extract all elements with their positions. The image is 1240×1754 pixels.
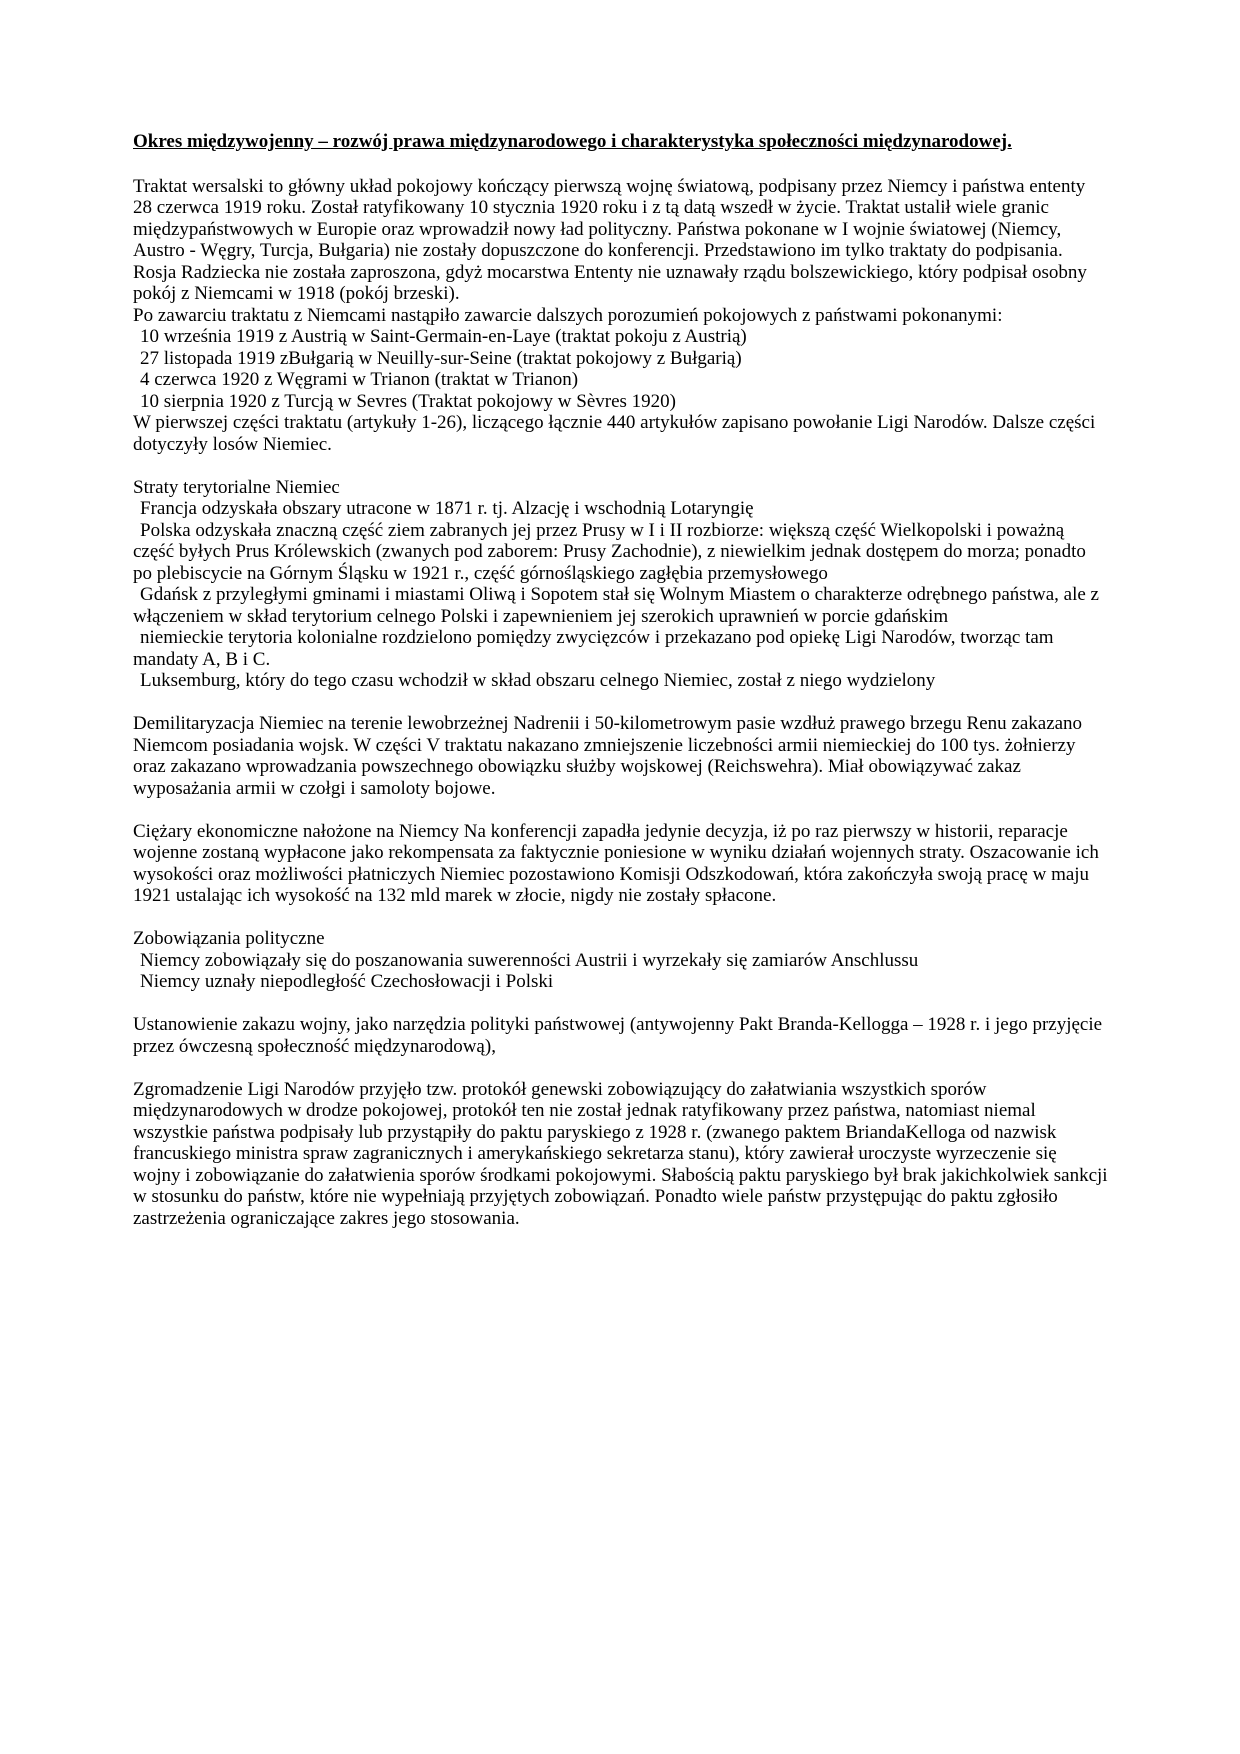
- paragraph: Ustanowienie zakazu wojny, jako narzędzia polityki państwowej (antywojenny Pakt Branda-Kellogga – 1928 r. i jego przyjęcie przez ówczesną społeczność międzynarodową),: [133, 1014, 1103, 1057]
- paragraph: Ciężary ekonomiczne nałożone na Niemcy Na konferencji zapadła jedynie decyzja, iż po raz pierwszy w historii, reparacje wojenne zostaną wypłacone jako rekompensata za faktycznie poniesione w wyniku działań wojennych straty. Oszacowanie ich wysokości oraz możliwości płatniczych Niemiec pozostawiono Komisji Odszkodowań, która zakończyła swoją pracę w maju 1921 ustalając ich wysokość na 132 mld marek w złocie, nigdy nie zostały spłacone.: [133, 820, 1099, 906]
- indented-line: Niemcy zobowiązały się do poszanowania suwerenności Austrii i wyrzekały się zamiarów Anschlussu: [140, 949, 919, 971]
- indented-line: Niemcy uznały niepodległość Czechosłowacji i Polski: [140, 971, 554, 992]
- document-title: Okres międzywojenny – rozwój prawa międzynarodowego i charakterystyka społeczności międzynarodowej.: [133, 131, 1012, 152]
- indented-line: niemieckie terytoria kolonialne rozdzielono pomiędzy zwycięzców i przekazano pod opiekę Ligi Narodów, tworząc tam mandaty A, B i C.: [133, 627, 1054, 670]
- paragraph: Zgromadzenie Ligi Narodów przyjęło tzw. protokół genewski zobowiązujący do załatwiania wszystkich sporów międzynarodowych w drodze pokojowej, protokół ten nie został jednak ratyfikowany przez państwa, natomiast niemal wszystkie państwa podpisały lub przystąpiły do paktu paryskiego z 1928 r. (zwanego paktem BriandaKelloga od nazwisk francuskiego ministra spraw zagranicznych i amerykańskiego sekretarza stanu), który zawierał uroczyste wyrzeczenie się wojny i zobowiązanie do załatwienia sporów środkami pokojowymi. Słabością paktu paryskiego był brak jakichkolwiek sankcji w stosunku do państw, które nie wypełniają przyjętych zobowiązań. Ponadto wiele państw przystępując do paktu zgłosiło zastrzeżenia ograniczające zakres jego stosowania.: [133, 1078, 1108, 1229]
- section-heading: Zobowiązania polityczne: [133, 928, 325, 949]
- paragraph: W pierwszej części traktatu (artykuły 1-26), liczącego łącznie 440 artykułów zapisano powołanie Ligi Narodów. Dalsze części dotyczyły losów Niemiec.: [133, 412, 1096, 455]
- indented-line: Polska odzyskała znaczną część ziem zabranych jej przez Prusy w I i II rozbiorze: większą część Wielkopolski i poważną część byłych Prus Królewskich (zwanych pod zaborem: Prusy Zachodnie), z niewielkim jednak dostępem do morza; ponadto po plebiscycie na Górnym Śląsku w 1921 r., część górnośląskiego zagłębia przemysłowego: [133, 519, 1086, 584]
- indented-line: Francja odzyskała obszary utracone w 1871 r. tj. Alzację i wschodnią Lotaryngię: [140, 498, 754, 519]
- indented-line: Luksemburg, który do tego czasu wchodził w skład obszaru celnego Niemiec, został z niego wydzielony: [140, 670, 936, 691]
- section-heading: Straty terytorialne Niemiec: [133, 476, 340, 498]
- document-body: [133, 176, 1108, 1230]
- indented-line: 10 września 1919 z Austrią w Saint-Germain-en-Laye (traktat pokoju z Austrią): [140, 326, 747, 347]
- indented-line: Gdańsk z przyległymi gminami i miastami Oliwą i Sopotem stał się Wolnym Miastem o charakterze odrębnego państwa, ale z włączeniem w skład terytorium celnego Polski i zapewnieniem jej szerokich uprawnień w porcie gdańskim: [133, 584, 1099, 627]
- indented-line: 27 listopada 1919 zBułgarią w Neuilly-sur-Seine (traktat pokojowy z Bułgarią): [140, 347, 742, 369]
- indented-line: 10 sierpnia 1920 z Turcją w Sevres (Traktat pokojowy w Sèvres 1920): [140, 390, 676, 412]
- paragraph: Traktat wersalski to główny układ pokojowy kończący pierwszą wojnę światową, podpisany przez Niemcy i państwa ententy 28 czerwca 1919 roku. Został ratyfikowany 10 stycznia 1920 roku i z tą datą wszedł w życie. Traktat ustalił wiele granic międzypaństwowych w Europie oraz wprowadził nowy ład polityczny. Państwa pokonane w I wojnie światowej (Niemcy, Austro - Węgry, Turcja, Bułgaria) nie zostały dopuszczone do konferencji. Przedstawiono im tylko traktaty do podpisania. Rosja Radziecka nie została zaproszona, gdyż mocarstwa Ententy nie uznawały rządu bolszewickiego, który podpisał osobny pokój z Niemcami w 1918 (pokój brzeski).: [133, 175, 1087, 304]
- paragraph: Demilitaryzacja Niemiec na terenie lewobrzeżnej Nadrenii i 50-kilometrowym pasie wzdłuż prawego brzegu Renu zakazano Niemcom posiadania wojsk. W części V traktatu nakazano zmniejszenie liczebności armii niemieckiej do 100 tys. żołnierzy oraz zakazano wprowadzania powszechnego obowiązku służby wojskowej (Reichswehra). Miał obowiązywać zakaz wyposażania armii w czołgi i samoloty bojowe.: [133, 713, 1083, 799]
- indented-line: 4 czerwca 1920 z Węgrami w Trianon (traktat w Trianon): [140, 369, 579, 390]
- paragraph: Po zawarciu traktatu z Niemcami nastąpiło zawarcie dalszych porozumień pokojowych z państwami pokonanymi:: [133, 304, 1003, 326]
